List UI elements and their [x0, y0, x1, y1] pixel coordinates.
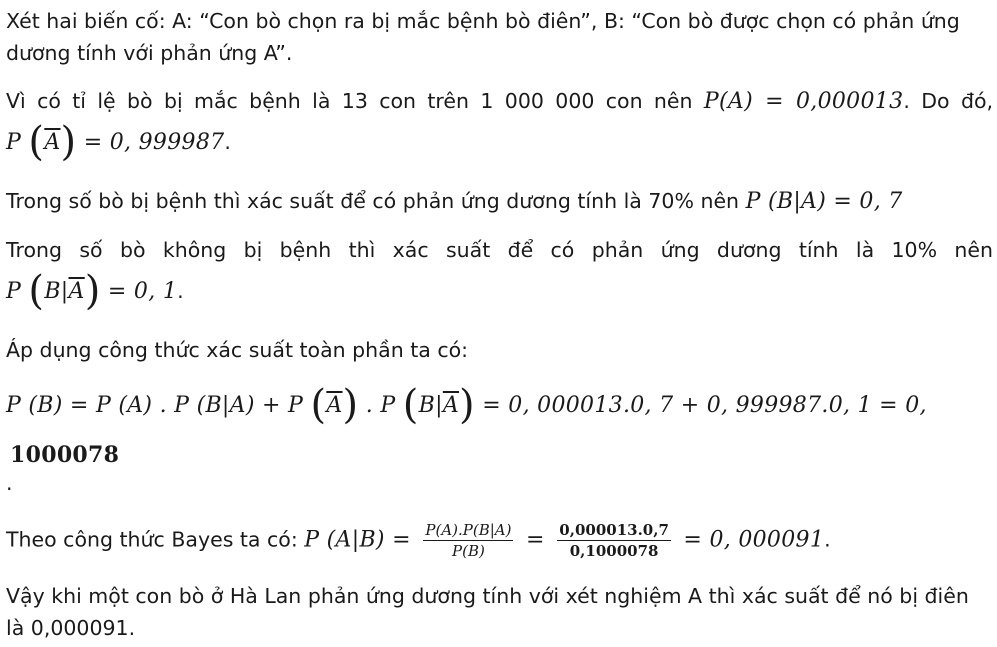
right-paren: ) — [342, 382, 359, 428]
positive-sick-paragraph — [6, 186, 993, 217]
formula-p-letter: P — [6, 279, 22, 304]
formula-value: = 0, 999987 — [83, 130, 225, 155]
conclusion-line2: là 0,000091. — [6, 616, 136, 640]
rate-line2-suffix: . — [224, 130, 231, 154]
bayes-intro-text: Theo công thức Bayes ta có: — [6, 527, 298, 552]
left-paren: ( — [402, 382, 419, 428]
fraction-numerator: 0,000013.0,7 — [559, 521, 669, 539]
complement-a: $\overline{A}$ — [68, 279, 85, 304]
formula-part-b: . P — [365, 393, 396, 418]
left-paren: ( — [310, 382, 327, 428]
formula-p-b-given-not-a — [6, 268, 178, 314]
rate-text: Vì có tỉ lệ bò bị mắc bệnh là 13 con trên 1 000 000 con nên — [6, 89, 693, 113]
bayes-lhs: P (A|B) = — [304, 527, 411, 553]
bayes-paragraph — [6, 520, 993, 561]
rate-paragraph-line2 — [6, 119, 993, 165]
positive-healthy-paragraph-line2 — [6, 268, 993, 314]
formula-p-a: P(A) = 0,000013 — [703, 89, 904, 114]
fraction-denominator: 0,1000078 — [569, 542, 659, 560]
formula-b-given: B| — [44, 279, 69, 304]
formula-part-a: P (B) = P (A) . P (B|A) + P — [6, 393, 304, 418]
events-paragraph-line1: Xét hai biến cố: A: “Con bò chọn ra bị mắc bệnh bò điên”, B: “Con bò được chọn có phản ứng — [6, 9, 960, 33]
rate-suffix: . Do đó, — [903, 89, 994, 113]
equals-sign: = — [526, 527, 545, 553]
positive-healthy-suffix: . — [177, 279, 184, 303]
result-value: 1000078 — [10, 442, 120, 468]
formula-part-c: = 0, 000013.0, 7 + 0, 999987.0, 1 = 0, — [482, 393, 927, 418]
positive-sick-text: Trong số bò bị bệnh thì xác suất để có phản ứng dương tính là 70% nên — [6, 189, 740, 213]
right-paren: ) — [84, 268, 101, 314]
conclusion-line1: Vậy khi một con bò ở Hà Lan phản ứng dương tính với xét nghiệm A thì xác suất để nó bị điên — [6, 584, 969, 608]
left-paren: ( — [28, 119, 45, 165]
formula-total-probability — [6, 382, 927, 428]
formula-p-not-a — [6, 119, 225, 165]
bayes-result: = 0, 000091 — [683, 527, 825, 553]
complement-a: $\overline{A}$ — [326, 393, 343, 418]
fraction-denominator: P(B) — [452, 542, 485, 560]
formula-value: = 0, 1 — [107, 279, 178, 304]
total-probability-result — [10, 440, 993, 471]
total-probability-dot: . — [6, 471, 13, 495]
total-probability-formula — [6, 382, 993, 428]
right-paren: ) — [459, 382, 475, 428]
events-paragraph-line2: dương tính với phản ứng A”. — [6, 41, 293, 65]
formula-p-letter: P — [6, 130, 22, 155]
bayes-fraction-values — [557, 520, 671, 561]
bayes-suffix: . — [824, 527, 831, 552]
formula-b-given: B| — [418, 393, 443, 418]
complement-a: $\overline{A}$ — [44, 130, 61, 155]
rate-paragraph-line1 — [6, 86, 993, 117]
positive-healthy-paragraph-line1: Trong số bò không bị bệnh thì xác suất để có phản ứng dương tính là 10% nên — [6, 238, 993, 262]
complement-a: $\overline{A}$ — [442, 393, 460, 418]
bayes-fraction-formula — [423, 520, 513, 561]
total-probability-intro: Áp dụng công thức xác suất toàn phần ta có: — [6, 338, 469, 362]
fraction-numerator: P(A).P(B|A) — [425, 521, 512, 539]
right-paren: ) — [60, 119, 77, 165]
formula-p-b-given-a: P (B|A) = 0, 7 — [745, 189, 903, 214]
left-paren: ( — [28, 268, 45, 314]
